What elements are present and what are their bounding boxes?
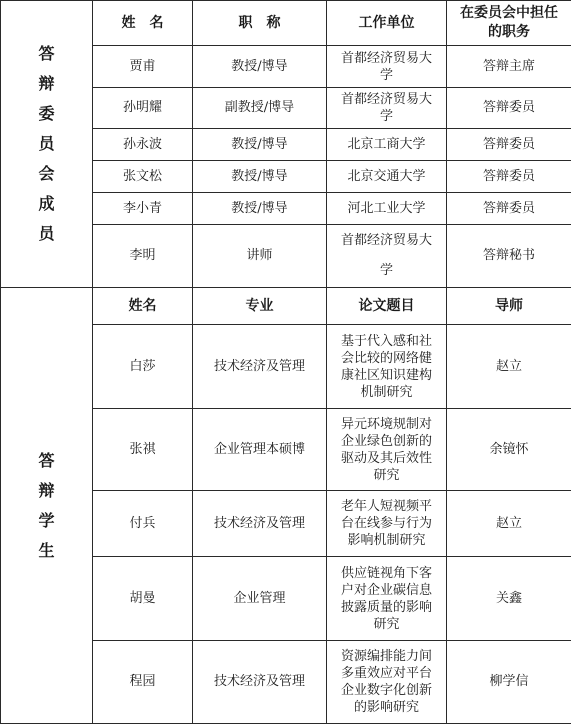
student-major: 技术经济及管理: [193, 325, 327, 409]
committee-role: 答辩委员: [447, 129, 571, 161]
committee-header-name: 姓名: [93, 1, 193, 46]
student-major: 企业管理本硕博: [193, 409, 327, 491]
committee-name: 贾甫: [93, 46, 193, 88]
committee-title: 教授/博导: [193, 161, 327, 193]
committee-unit: 北京交通大学: [327, 161, 447, 193]
committee-unit: 北京工商大学: [327, 129, 447, 161]
committee-role: 答辩主席: [447, 46, 571, 88]
committee-header-title: 职称: [193, 1, 327, 46]
student-thesis: 异元环境规制对企业绿色创新的驱动及其后效性研究: [327, 409, 447, 491]
student-thesis: 资源编排能力间多重效应对平台企业数字化创新的影响研究: [327, 641, 447, 724]
student-advisor: 余镜怀: [447, 409, 571, 491]
students-header-major: 专业: [193, 288, 327, 325]
committee-name: 张文松: [93, 161, 193, 193]
student-advisor: 柳学信: [447, 641, 571, 724]
committee-title: 教授/博导: [193, 46, 327, 88]
students-header-thesis: 论文题目: [327, 288, 447, 325]
committee-name: 孙永波: [93, 129, 193, 161]
committee-title: 教授/博导: [193, 129, 327, 161]
student-name: 付兵: [93, 491, 193, 557]
student-advisor: 赵立: [447, 491, 571, 557]
students-header-name: 姓名: [93, 288, 193, 325]
committee-unit: 首都经济贸易大学: [327, 225, 447, 288]
committee-header-role: 在委员会中担任的职务: [447, 1, 571, 46]
student-thesis: 供应链视角下客户对企业碳信息披露质量的影响研究: [327, 557, 447, 641]
committee-unit: 首都经济贸易大学: [327, 46, 447, 88]
committee-title: 副教授/博导: [193, 88, 327, 129]
student-major: 企业管理: [193, 557, 327, 641]
committee-role: 答辩委员: [447, 193, 571, 225]
student-name: 张祺: [93, 409, 193, 491]
students-header-advisor: 导师: [447, 288, 571, 325]
committee-name: 李明: [93, 225, 193, 288]
committee-role: 答辩委员: [447, 88, 571, 129]
committee-title: 讲师: [193, 225, 327, 288]
students-side-label: 答 辩 学 生: [1, 288, 93, 724]
student-advisor: 关鑫: [447, 557, 571, 641]
committee-name: 孙明耀: [93, 88, 193, 129]
committee-header-unit: 工作单位: [327, 1, 447, 46]
committee-side-label: 答 辩 委 员 会 成 员: [1, 1, 93, 288]
committee-title: 教授/博导: [193, 193, 327, 225]
student-name: 程园: [93, 641, 193, 724]
student-thesis: 基于代入感和社会比较的网络健康社区知识建构机制研究: [327, 325, 447, 409]
student-major: 技术经济及管理: [193, 491, 327, 557]
student-name: 胡曼: [93, 557, 193, 641]
committee-role: 答辩秘书: [447, 225, 571, 288]
committee-unit: 首都经济贸易大学: [327, 88, 447, 129]
committee-role: 答辩委员: [447, 161, 571, 193]
student-major: 技术经济及管理: [193, 641, 327, 724]
student-advisor: 赵立: [447, 325, 571, 409]
student-name: 白莎: [93, 325, 193, 409]
committee-name: 李小青: [93, 193, 193, 225]
committee-unit: 河北工业大学: [327, 193, 447, 225]
student-thesis: 老年人短视频平台在线参与行为影响机制研究: [327, 491, 447, 557]
